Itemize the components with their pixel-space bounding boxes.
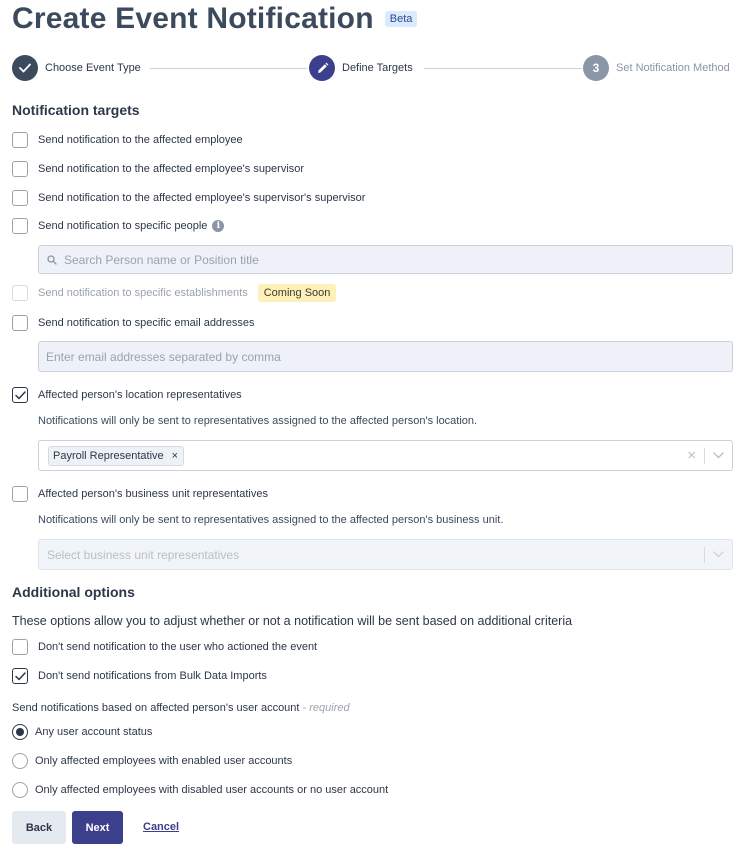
back-button[interactable]: Back: [12, 811, 66, 844]
no-actioner-option[interactable]: [12, 638, 317, 656]
account-option-enabled-radio[interactable]: [12, 753, 28, 769]
info-icon[interactable]: i: [212, 220, 224, 232]
supervisor-checkbox[interactable]: [12, 161, 28, 177]
business-unit-reps-checkbox[interactable]: [12, 486, 28, 502]
establishments-label: Send notification to specific establishments: [38, 287, 248, 299]
progress-stepper: [12, 55, 734, 81]
selected-chip: [48, 446, 184, 466]
stepper-connector: [424, 68, 582, 69]
page-title: Create Event Notification: [12, 2, 374, 35]
step-label: Set Notification Method: [616, 62, 730, 74]
notification-targets-heading: Notification targets: [12, 102, 140, 118]
email-addresses-option[interactable]: [12, 314, 254, 332]
beta-badge: Beta: [385, 11, 418, 27]
no-bulk-import-option[interactable]: [12, 667, 267, 685]
establishments-checkbox: [12, 285, 28, 301]
specific-people-checkbox[interactable]: [12, 218, 28, 234]
clear-selection-icon[interactable]: ×: [687, 447, 696, 464]
no-bulk-import-label: Don't send notifications from Bulk Data Imports: [38, 670, 267, 682]
business-unit-reps-note: Notifications will only be sent to representatives assigned to the affected person's business unit.: [38, 514, 504, 526]
chip-label: Payroll Representative: [53, 449, 164, 462]
step-label: Define Targets: [342, 62, 413, 74]
location-reps-option[interactable]: [12, 386, 242, 404]
cancel-link[interactable]: Cancel: [143, 821, 180, 833]
employee-label: Send notification to the affected employee: [38, 134, 243, 146]
business-unit-reps-placeholder: Select business unit representatives: [47, 547, 240, 562]
location-reps-select[interactable]: [38, 440, 733, 471]
step-set-notification-method[interactable]: [583, 55, 730, 81]
supervisor-option[interactable]: [12, 160, 304, 178]
step-number: 3: [583, 55, 609, 81]
account-option-label: Only affected employees with disabled user accounts or no user account: [35, 784, 389, 796]
people-search-field[interactable]: [38, 245, 733, 274]
establishments-option: [12, 284, 336, 302]
people-search-input[interactable]: [64, 253, 732, 267]
step-label: Choose Event Type: [45, 62, 141, 74]
chevron-down-icon: [705, 551, 732, 558]
location-reps-note: Notifications will only be sent to representatives assigned to the affected person's location.: [38, 415, 478, 427]
business-unit-reps-label: Affected person's business unit representatives: [38, 488, 268, 500]
email-addresses-label: Send notification to specific email addresses: [38, 317, 255, 329]
account-option-enabled[interactable]: [12, 752, 292, 770]
account-option-any-radio[interactable]: [12, 724, 28, 740]
email-addresses-checkbox[interactable]: [12, 315, 28, 331]
step-choose-event-type[interactable]: [12, 55, 141, 81]
no-bulk-import-checkbox[interactable]: [12, 668, 28, 684]
checkmark-icon: [15, 391, 26, 400]
employee-option[interactable]: [12, 131, 243, 149]
email-addresses-field[interactable]: [38, 341, 733, 372]
chip-remove-icon[interactable]: ×: [171, 449, 179, 462]
supervisor-supervisor-label: Send notification to the affected employee's supervisor's supervisor: [38, 192, 366, 204]
supervisor-supervisor-option[interactable]: [12, 189, 365, 207]
email-addresses-input[interactable]: [46, 350, 732, 364]
no-actioner-checkbox[interactable]: [12, 639, 28, 655]
page-header: [12, 0, 417, 38]
location-reps-checkbox[interactable]: [12, 387, 28, 403]
additional-options-description: These options allow you to adjust whether or not a notification will be sent based on additional criteria: [12, 614, 573, 628]
supervisor-supervisor-checkbox[interactable]: [12, 190, 28, 206]
supervisor-label: Send notification to the affected employee's supervisor: [38, 163, 305, 175]
employee-checkbox[interactable]: [12, 132, 28, 148]
no-actioner-label: Don't send notification to the user who actioned the event: [38, 641, 318, 653]
search-icon: [47, 255, 57, 265]
user-account-label: [12, 702, 350, 714]
specific-people-label: Send notification to specific people: [38, 220, 208, 232]
checkmark-icon: [12, 55, 38, 81]
chevron-down-icon[interactable]: [705, 452, 732, 459]
business-unit-reps-option[interactable]: [12, 485, 268, 503]
stepper-connector: [150, 68, 307, 69]
account-option-label: Any user account status: [35, 726, 153, 738]
next-button[interactable]: Next: [72, 811, 123, 844]
user-account-label-text: Send notifications based on affected person's user account: [12, 702, 300, 714]
pencil-icon: [309, 55, 335, 81]
account-option-disabled[interactable]: [12, 781, 388, 799]
specific-people-option[interactable]: [12, 217, 224, 235]
account-option-any[interactable]: [12, 723, 152, 741]
additional-options-heading: Additional options: [12, 584, 135, 600]
checkmark-icon: [15, 672, 26, 681]
account-option-label: Only affected employees with enabled user accounts: [35, 755, 293, 767]
location-reps-label: Affected person's location representatives: [38, 389, 242, 401]
account-option-disabled-radio[interactable]: [12, 782, 28, 798]
coming-soon-badge: Coming Soon: [258, 284, 337, 302]
step-define-targets[interactable]: [309, 55, 413, 81]
business-unit-reps-select: [38, 539, 733, 570]
required-indicator: - required: [302, 702, 350, 714]
